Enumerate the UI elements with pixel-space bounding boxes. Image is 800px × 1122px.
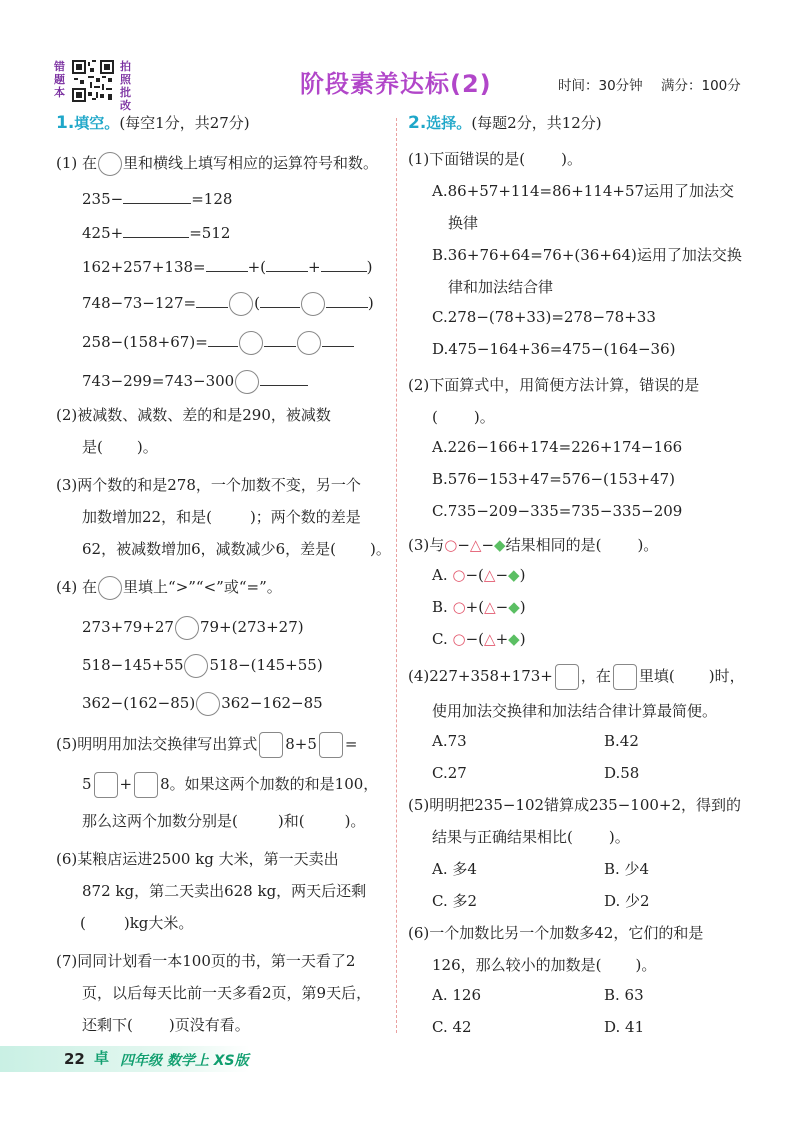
option-text: B. 63	[604, 986, 644, 1004]
option-text: D. 少2	[604, 892, 650, 910]
question-2-5-cont	[432, 826, 630, 847]
question-1-2-cont	[82, 436, 158, 457]
q-text: )。	[637, 536, 659, 554]
diamond-icon: ◆	[494, 536, 506, 554]
book-info: 四年级 数学上 XS版	[120, 1053, 249, 1069]
q-text: 结果相同的是(	[505, 536, 602, 554]
q-text: )。	[561, 150, 582, 168]
option-2-1-b[interactable]	[432, 244, 742, 265]
question-2-5	[408, 794, 741, 815]
q-text: (6)一个加数比另一个加数多42，它们的和是	[408, 924, 704, 942]
answer-blank[interactable]	[326, 306, 368, 308]
section-title: 填空。	[74, 114, 120, 132]
qr-left-label: 错题本	[54, 60, 65, 99]
brand-logo: 卓	[94, 1049, 110, 1067]
answer-box[interactable]	[555, 664, 579, 690]
section-number: 1.	[56, 113, 75, 133]
option-2-1-b-cont	[448, 276, 553, 297]
q-text: (3)与	[408, 536, 445, 554]
q-text: 5	[82, 775, 92, 793]
expr-text: 518−145+55	[82, 656, 184, 674]
answer-blank[interactable]	[260, 384, 308, 386]
question-1-5	[56, 732, 357, 758]
option-text: D.475−164+36=475−(164−36)	[432, 340, 676, 358]
answer-circle[interactable]	[301, 292, 325, 316]
option-2-2-c[interactable]	[432, 502, 682, 520]
q-text: (3)两个数的和是278，一个加数不变，另一个	[56, 476, 361, 494]
option-2-4-b[interactable]	[604, 732, 639, 750]
q-text: (2)被减数、减数、差的和是290，被减数	[56, 406, 331, 424]
option-2-1-c[interactable]	[432, 308, 656, 326]
q-text: (7)同同计划看一本100页的书，第一天看了2	[56, 952, 356, 970]
option-text: B.42	[604, 732, 639, 750]
q-text: 872 kg，第二天卖出628 kg，两天后还剩	[82, 882, 367, 900]
expr-text: 425+	[82, 224, 124, 242]
q-text: 页，以后每天比前一天多看2页，第9天后，	[82, 984, 372, 1002]
diamond-icon: ◆	[508, 566, 520, 584]
circle-icon: ○	[444, 536, 458, 554]
answer-blank[interactable]	[322, 345, 354, 347]
option-text: A.86+57+114=86+114+57运用了加法交	[432, 182, 735, 200]
option-text: 换律	[448, 214, 479, 232]
option-text: D. 41	[604, 1018, 645, 1036]
q-text: )时，	[708, 667, 745, 685]
expr-text: =512	[189, 224, 231, 242]
triangle-icon: △	[483, 566, 496, 584]
compare-circle[interactable]	[184, 654, 208, 678]
answer-blank[interactable]	[260, 306, 300, 308]
question-2-2	[408, 374, 699, 395]
q-text: (	[432, 408, 438, 426]
q-text: 里和横线上填写相应的运算符号和数。	[123, 154, 379, 172]
question-1-4	[56, 576, 282, 600]
q-text: 还剩下(	[82, 1016, 133, 1034]
section-title: 选择。	[426, 114, 472, 132]
answer-box[interactable]	[613, 664, 637, 690]
q-text: 加数增加22，和是(	[82, 508, 212, 526]
column-divider	[396, 118, 397, 1033]
expr-text: 518−(145+55)	[209, 656, 323, 674]
question-1-7	[56, 950, 355, 971]
answer-circle[interactable]	[235, 370, 259, 394]
q-text: (2)下面算式中，用简便方法计算，错误的是	[408, 376, 700, 394]
q-text: )；两个数的差是	[249, 508, 361, 526]
option-2-1-d[interactable]	[432, 340, 676, 358]
question-1-6	[56, 848, 339, 869]
q-text: (4)227+358+173+	[408, 667, 553, 685]
q-text: )和(	[277, 812, 305, 830]
answer-box[interactable]	[259, 732, 283, 758]
option-text: B.576−153+47=576−(153+47)	[432, 470, 676, 488]
question-1-3-cont2	[82, 538, 391, 559]
question-1-3	[56, 474, 361, 495]
q-text: 8。如果这两个加数的和是100，	[160, 775, 379, 793]
exam-meta	[558, 74, 755, 94]
option-text: B. 少4	[604, 860, 650, 878]
expr-1	[82, 190, 232, 208]
section-note: (每题2分，共12分)	[471, 114, 602, 132]
qr-right-label: 拍照批改	[120, 60, 131, 112]
q-text: (5)明明用加法交换律写出算式	[56, 735, 258, 753]
option-label: B.	[432, 598, 448, 616]
expr-text: +(	[247, 258, 267, 276]
question-1-2	[56, 404, 331, 425]
option-2-5-d[interactable]	[604, 890, 650, 911]
expr-text: 273+79+27	[82, 618, 174, 636]
option-text: C. 42	[432, 1018, 472, 1036]
option-text: D.58	[604, 764, 640, 782]
option-2-1-a[interactable]	[432, 180, 734, 201]
option-2-1-a-cont	[448, 212, 478, 233]
q-text: 126，那么较小的加数是(	[432, 956, 602, 974]
expr-text: 79+(273+27)	[199, 618, 304, 636]
option-2-3-b[interactable]: B. ○+(△−◆)	[432, 598, 526, 616]
page-number: 22	[64, 1050, 85, 1068]
expr-6	[82, 370, 308, 394]
answer-blank[interactable]	[208, 345, 238, 347]
expr-5	[82, 331, 354, 355]
q-text: 里填上“>”“<”或“=”。	[123, 578, 282, 596]
compare-1	[82, 616, 304, 640]
expr-text: )	[367, 294, 374, 312]
q-text: (5)明明把235−102错算成235−100+2，得到的	[408, 796, 742, 814]
compare-circle[interactable]	[196, 692, 220, 716]
answer-circle[interactable]	[98, 576, 122, 600]
option-label: C.	[432, 630, 448, 648]
q-text: (	[80, 914, 86, 932]
option-text: A.73	[432, 732, 467, 750]
option-text: A. 多4	[432, 860, 477, 878]
question-1-1	[56, 152, 378, 176]
compare-3	[82, 692, 323, 716]
q-text: )。	[608, 828, 630, 846]
question-2-6	[408, 922, 703, 943]
expr-3	[82, 258, 372, 276]
q-text: )页没有看。	[168, 1016, 250, 1034]
answer-box[interactable]	[134, 772, 158, 798]
expr-text: 162+257+138=	[82, 258, 206, 276]
answer-blank[interactable]	[266, 270, 308, 272]
triangle-icon: △	[484, 630, 496, 648]
option-text: A.226−166+174=226+174−166	[432, 438, 683, 456]
diamond-icon: ◆	[508, 598, 520, 616]
option-2-6-c[interactable]	[432, 1018, 472, 1036]
circle-icon: ○	[452, 566, 466, 584]
question-2-2-cont	[432, 406, 495, 427]
question-1-6-cont	[82, 880, 366, 901]
option-2-5-a[interactable]	[432, 858, 477, 879]
option-2-4-a[interactable]	[432, 732, 467, 750]
option-2-3-a[interactable]: A. ○−(△−◆)	[432, 566, 526, 584]
q-text: 是(	[82, 438, 103, 456]
section-2-heading	[408, 112, 602, 133]
option-text: B.36+76+64=76+(36+64)运用了加法交换	[432, 246, 742, 264]
q-text: )。	[473, 408, 495, 426]
answer-circle[interactable]	[239, 331, 263, 355]
option-2-6-a[interactable]	[432, 986, 481, 1004]
diamond-icon: ◆	[508, 630, 520, 648]
q-text: )。	[370, 540, 391, 558]
q-text: )。	[136, 438, 158, 456]
q-text: 那么这两个加数分别是(	[82, 812, 238, 830]
page-title: 阶段素养达标(2)	[300, 70, 492, 98]
question-2-3: (3)与○−△−◆结果相同的是( )。	[408, 536, 659, 554]
option-2-6-b[interactable]	[604, 986, 644, 1004]
expr-text: (	[254, 294, 260, 312]
q-text: (6)某粮店运进2500 kg 大米，第一天卖出	[56, 850, 339, 868]
option-text: A. 126	[432, 986, 481, 1004]
answer-blank[interactable]	[196, 306, 228, 308]
circle-icon: ○	[452, 598, 466, 616]
circle-icon: ○	[452, 630, 466, 648]
option-2-3-c[interactable]: C. ○−(△+◆)	[432, 630, 526, 648]
q-text: 使用加法交换律和加法结合律计算最简便。	[432, 702, 718, 720]
q-text: (4) 在	[56, 578, 98, 596]
full-score: 满分：100分	[660, 78, 741, 94]
question-1-6-cont2	[80, 912, 193, 933]
expr-text: 362−162−85	[221, 694, 323, 712]
expr-text: 743−299=743−300	[82, 372, 235, 390]
section-1-heading	[56, 112, 250, 133]
option-2-2-a[interactable]	[432, 438, 682, 456]
question-2-1	[408, 148, 582, 169]
option-2-4-d[interactable]	[604, 764, 639, 782]
option-text: C.278−(78+33)=278−78+33	[432, 308, 656, 326]
answer-box[interactable]	[319, 732, 343, 758]
q-text: =	[344, 735, 358, 753]
q-text: ，在	[580, 667, 611, 685]
question-2-6-cont	[432, 954, 656, 975]
answer-blank[interactable]	[123, 236, 189, 238]
expr-2	[82, 224, 230, 242]
expr-text: 748−73−127=	[82, 294, 197, 312]
answer-circle[interactable]	[297, 331, 321, 355]
q-text: )kg大米。	[123, 914, 194, 932]
triangle-icon: △	[484, 598, 496, 616]
option-2-5-c[interactable]	[432, 890, 477, 911]
option-text: C.27	[432, 764, 467, 782]
q-text: +	[119, 775, 133, 793]
answer-blank[interactable]	[123, 202, 191, 204]
expr-text: +	[308, 258, 321, 276]
question-1-7-cont	[82, 982, 371, 1003]
q-text: 8+5	[285, 735, 317, 753]
option-label: A.	[432, 566, 448, 584]
section-note: (每空1分，共27分)	[119, 114, 250, 132]
time-limit: 时间：30分钟	[558, 78, 643, 94]
question-1-5-cont2	[82, 810, 365, 831]
expr-text: =128	[191, 190, 233, 208]
answer-circle[interactable]	[98, 152, 122, 176]
qr-code-icon[interactable]	[71, 60, 115, 102]
option-text: C. 多2	[432, 892, 478, 910]
question-2-4	[408, 664, 745, 690]
q-text: 里填(	[638, 667, 675, 685]
question-1-7-cont2	[82, 1014, 250, 1035]
option-text: 律和加法结合律	[448, 278, 554, 296]
expr-text: 362−(162−85)	[82, 694, 196, 712]
q-text: (1)下面错误的是(	[408, 150, 526, 168]
option-2-6-d[interactable]	[604, 1018, 644, 1036]
q-text: 62，被减数增加6，减数减少6，差是(	[82, 540, 337, 558]
q-text: (1) 在	[56, 154, 98, 172]
answer-box[interactable]	[94, 772, 118, 798]
compare-2	[82, 654, 323, 678]
option-text: C.735−209−335=735−335−209	[432, 502, 683, 520]
option-2-5-b[interactable]	[604, 858, 649, 879]
answer-blank[interactable]	[321, 270, 367, 272]
expr-text: 235−	[82, 190, 124, 208]
triangle-icon: △	[469, 536, 482, 554]
compare-circle[interactable]	[175, 616, 199, 640]
expr-text: )	[366, 258, 373, 276]
expr-text: 258−(158+67)=	[82, 333, 208, 351]
q-text: 结果与正确结果相比(	[432, 828, 573, 846]
qr-code-block[interactable]	[54, 60, 134, 112]
answer-blank[interactable]	[264, 345, 296, 347]
question-1-3-cont	[82, 506, 361, 527]
section-number: 2.	[408, 113, 427, 133]
option-2-4-c[interactable]	[432, 764, 467, 782]
question-1-5-cont	[82, 772, 378, 798]
answer-circle[interactable]	[229, 292, 253, 316]
expr-4	[82, 292, 374, 316]
question-2-4-cont	[432, 700, 717, 721]
answer-blank[interactable]	[206, 270, 248, 272]
option-2-2-b[interactable]	[432, 470, 675, 488]
q-text: )。	[635, 956, 657, 974]
q-text: )。	[344, 812, 366, 830]
